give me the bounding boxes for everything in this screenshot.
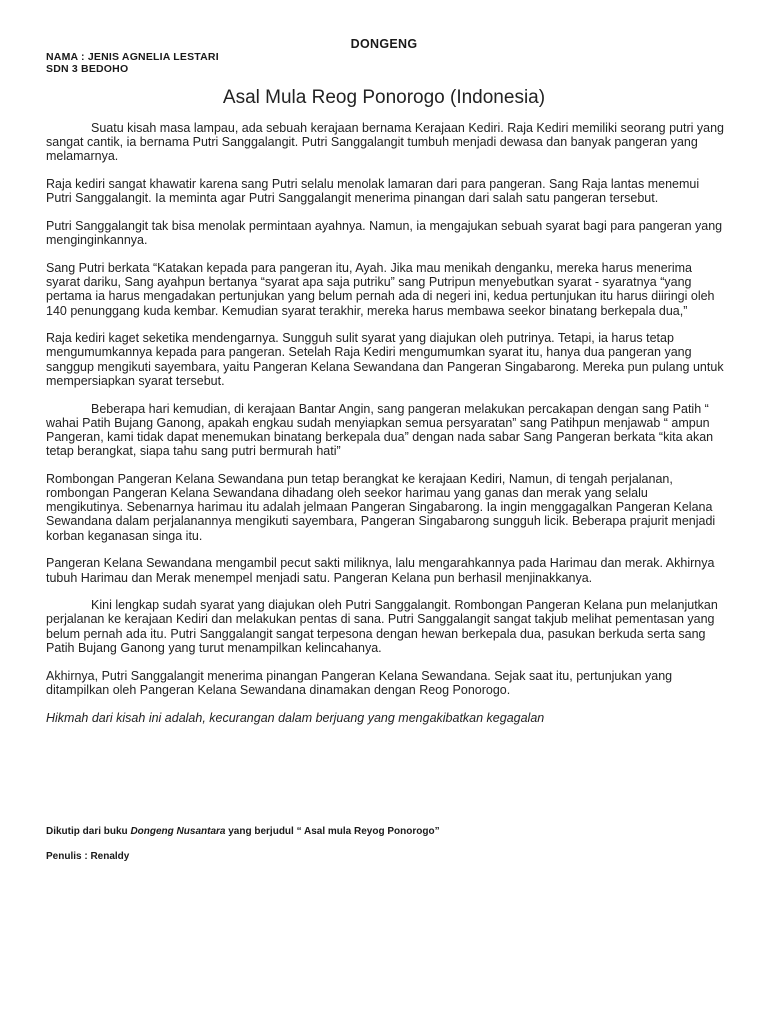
paragraph: Akhirnya, Putri Sanggalangit menerima pinangan Pangeran Kelana Sewandana. Sejak saat itu, pertunjukan yang ditampilkan oleh Pangeran Kelana Sewandana dinamakan dengan Reog Ponorogo. bbox=[46, 668, 673, 697]
story-title: Asal Mula Reog Ponorogo (Indonesia) bbox=[222, 87, 546, 108]
paragraph: Raja kediri kaget seketika mendengarnya. Sungguh sulit syarat yang diajukan oleh putrinya. Tetapi, ia harus tetap mengumumkannya kepada para pangeran. Setelah Raja Kediri mengumumkan syarat itu, hanya dua pangeran yang sanggup mengikuti sayembara, yaitu Pangeran Kelana Sewandana dan Pangeran Singabarong. Mereka pun pulang untuk mempersiapkan syarat tersebut. bbox=[46, 331, 724, 388]
author-block bbox=[46, 51, 219, 75]
paragraph: Rombongan Pangeran Kelana Sewandana pun tetap berangkat ke kerajaan Kediri, Namun, di tengah perjalanan, rombongan Pangeran Kelana Sewandana dihadang oleh seekor harimau yang ganas dan merak yang selalu mengikutinya. Sebenarnya harimau itu adalah jelmaan Pangeran Singabarong. Ia ingin menggagalkan Pangeran Kelana Sewandana dalam perjalanannya mengikuti sayembara, Pangeran Singabarong sungguh licik. Beberapa prajurit menjadi korban keganasan singa itu. bbox=[46, 471, 716, 543]
source-book-title: Dongeng Nusantara bbox=[130, 826, 226, 837]
author-name: NAMA : JENIS AGNELIA LESTARI bbox=[46, 51, 219, 63]
paragraph: Putri Sanggalangit tak bisa menolak permintaan ayahnya. Namun, ia mengajukan sebuah syarat bagi para pangeran yang menginginkannya. bbox=[46, 219, 723, 248]
author-school: SDN 3 BEDOHO bbox=[46, 63, 129, 75]
story-body bbox=[46, 121, 724, 738]
paragraph: Sang Putri berkata “Katakan kepada para pangeran itu, Ayah. Jika mau menikah denganku, mereka harus menerima syarat dariku, Sang ayahpun bertanya “syarat apa saja putriku” sang Putripun menyebutkan syarat - syaratnya “yang pertama ia harus mengadakan pertunjukan yang belum pernah ada di negeri ini, kedua pertunjukan itu harus diiringi oleh 140 penunggang kuda kembar. Kemudian syarat terakhir, mereka harus membawa seekor binatang berkepala dua,” bbox=[46, 260, 715, 318]
source-suffix: yang berjudul “ Asal mula Reyog Ponorogo” bbox=[225, 826, 440, 837]
source-citation bbox=[46, 826, 440, 837]
document-type-label: DONGENG bbox=[350, 37, 418, 51]
paragraph: Suatu kisah masa lampau, ada sebuah kerajaan bernama Kerajaan Kediri. Raja Kediri memiliki seorang putri yang sangat cantik, ia bernama Putri Sanggalangit. Putri Sanggalangit tumbuh menjadi dewasa dan banyak pangeran yang melamarnya. bbox=[46, 121, 724, 164]
paragraph: Pangeran Kelana Sewandana mengambil pecut sakti miliknya, lalu mengarahkannya pada Harimau dan merak. Akhirnya tubuh Harimau dan Merak menempel menjadi satu. Pangeran Kelana pun berhasil menjinakkanya. bbox=[46, 556, 715, 585]
paragraph: Kini lengkap sudah syarat yang diajukan oleh Putri Sanggalangit. Rombongan Pangeran Kelana pun melanjutkan perjalanan ke kerajaan Kediri dan melakukan pentas di sana. Putri Sanggalangit sangat takjub melihat pementasan yang belum pernah ada itu. Putri Sanggalangit sangat terpesona dengan hewan berkepala dua, pasukan berkuda serta sang Patih Bujang Ganong yang turut menampilkan kelincahanya. bbox=[46, 598, 718, 655]
writer-credit: Penulis : Renaldy bbox=[46, 851, 130, 862]
story-moral: Hikmah dari kisah ini adalah, kecurangan dalam berjuang yang mengakibatkan kegagalan bbox=[46, 710, 545, 725]
source-prefix: Dikutip dari buku bbox=[46, 826, 131, 837]
paragraph: Beberapa hari kemudian, di kerajaan Bantar Angin, sang pangeran melakukan percakapan dengan sang Patih “ wahai Patih Bujang Ganong, apakah engkau sudah menyiapkan semua persyaratan” sang Patihpun menjawab “ ampun Pangeran, kami tidak dapat menemukan binatang berkepala dua” dengan nada sabar Sang Pangeran berkata “kita akan tetap berangkat, siapa tahu sang putri bermurah hati” bbox=[46, 401, 714, 459]
paragraph: Raja kediri sangat khawatir karena sang Putri selalu menolak lamaran dari para pangeran. Sang Raja lantas menemui Putri Sanggalangit. Ia meminta agar Putri Sanggalangit menerima pinangan dari salah satu pangeran tersebut. bbox=[46, 177, 700, 206]
